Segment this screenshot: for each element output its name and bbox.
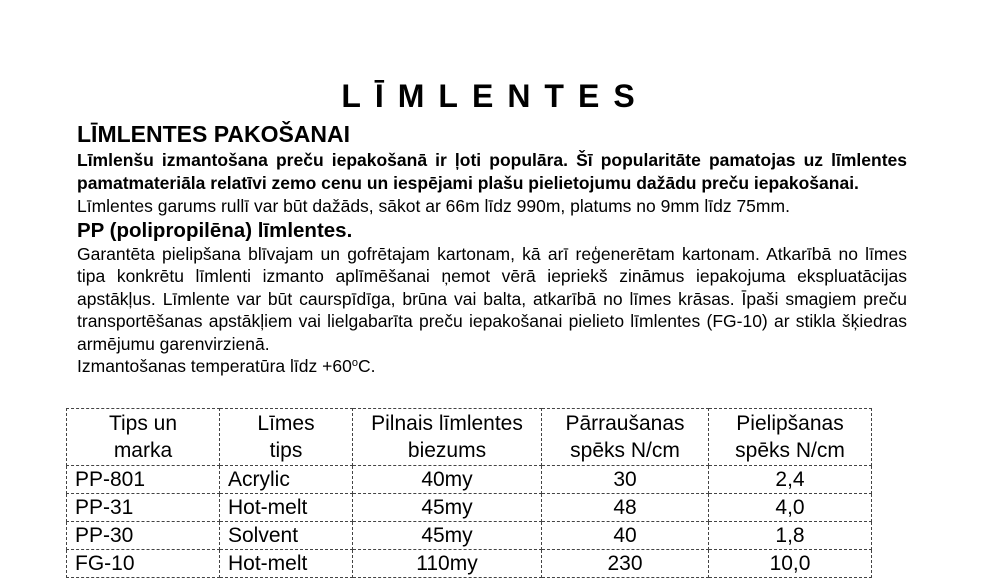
header-line: Tips un [108, 412, 178, 435]
cell-type: FG-10 [67, 550, 220, 578]
header-line: spēks N/cm [570, 439, 680, 462]
header-line: Pārraušanas [565, 412, 685, 435]
table-row [67, 466, 872, 494]
table-header-row [67, 409, 872, 466]
pp-paragraph: Garantēta pielipšana blīvajam un gofrētajam kartonam, kā arī reģenerētam kartonam. Atkarībā no līmes tipa konkrētu līmlenti izmanto aplīmēšanai ņemot vērā iepriekš zināmus iepakojuma ekspluatācijas apstākļus. Līmlente var būt caurspīdīga, brūna vai balta, atkarībā no līmes krāsas. Īpaši smagiem preču transportēšanas apstākļiem vai lielgabarīta preču iepakošanai pielieto līmlentes (FG-10) ar stikla šķiedras armējumu garenvirzienā. [77, 243, 907, 354]
length-note: Līmlentes garums rullī var būt dažāds, sākot ar 66m līdz 990m, platums no 9mm līdz 75mm. [77, 196, 790, 216]
temperature-unit: C. [357, 356, 376, 376]
header-thickness [353, 409, 542, 466]
cell-type: PP-801 [67, 466, 220, 494]
cell-glue: Acrylic [220, 466, 353, 494]
cell-thickness: 110my [353, 550, 542, 578]
temperature-note [77, 355, 907, 378]
cell-adhesion: 4,0 [709, 494, 872, 522]
header-line: tips [269, 439, 303, 462]
table-row [67, 522, 872, 550]
table-row [67, 494, 872, 522]
temperature-text: Izmantošanas temperatūra līdz +60 [77, 356, 352, 376]
cell-glue: Hot-melt [220, 494, 353, 522]
header-line: biezums [407, 439, 487, 462]
temperature-degree: o [351, 357, 358, 369]
document-body [77, 119, 907, 378]
cell-thickness: 40my [353, 466, 542, 494]
main-title: LĪMLENTES [341, 78, 649, 114]
header-adhesion-strength [709, 409, 872, 466]
header-glue-type [220, 409, 353, 466]
section-heading: LĪMLENTES PAKOŠANAI [77, 121, 351, 147]
header-line: marka [113, 439, 173, 462]
header-line: Līmes [257, 412, 315, 435]
cell-breaking: 40 [542, 522, 709, 550]
cell-breaking: 230 [542, 550, 709, 578]
cell-thickness: 45my [353, 494, 542, 522]
tape-spec-table [66, 408, 872, 578]
cell-type: PP-30 [67, 522, 220, 550]
cell-glue: Hot-melt [220, 550, 353, 578]
cell-adhesion: 10,0 [709, 550, 872, 578]
cell-glue: Solvent [220, 522, 353, 550]
cell-thickness: 45my [353, 522, 542, 550]
header-line: Pilnais līmlentes [371, 412, 523, 435]
header-type-brand [67, 409, 220, 466]
table-row [67, 550, 872, 578]
intro-paragraph: Līmlenšu izmantošana preču iepakošanā ir ļoti populāra. Šī popularitāte pamatojas uz līmlentes pamatmateriāla relatīvi zemo cenu un iespējami plašu pielietojumu dažādu preču iepakošanai. [77, 150, 907, 193]
cell-breaking: 30 [542, 466, 709, 494]
header-breaking-strength [542, 409, 709, 466]
header-line: spēks N/cm [735, 439, 845, 462]
cell-type: PP-31 [67, 494, 220, 522]
header-line: Pielipšanas [736, 412, 844, 435]
cell-adhesion: 2,4 [709, 466, 872, 494]
cell-breaking: 48 [542, 494, 709, 522]
pp-heading: PP (polipropilēna) līmlentes. [77, 218, 353, 242]
cell-adhesion: 1,8 [709, 522, 872, 550]
